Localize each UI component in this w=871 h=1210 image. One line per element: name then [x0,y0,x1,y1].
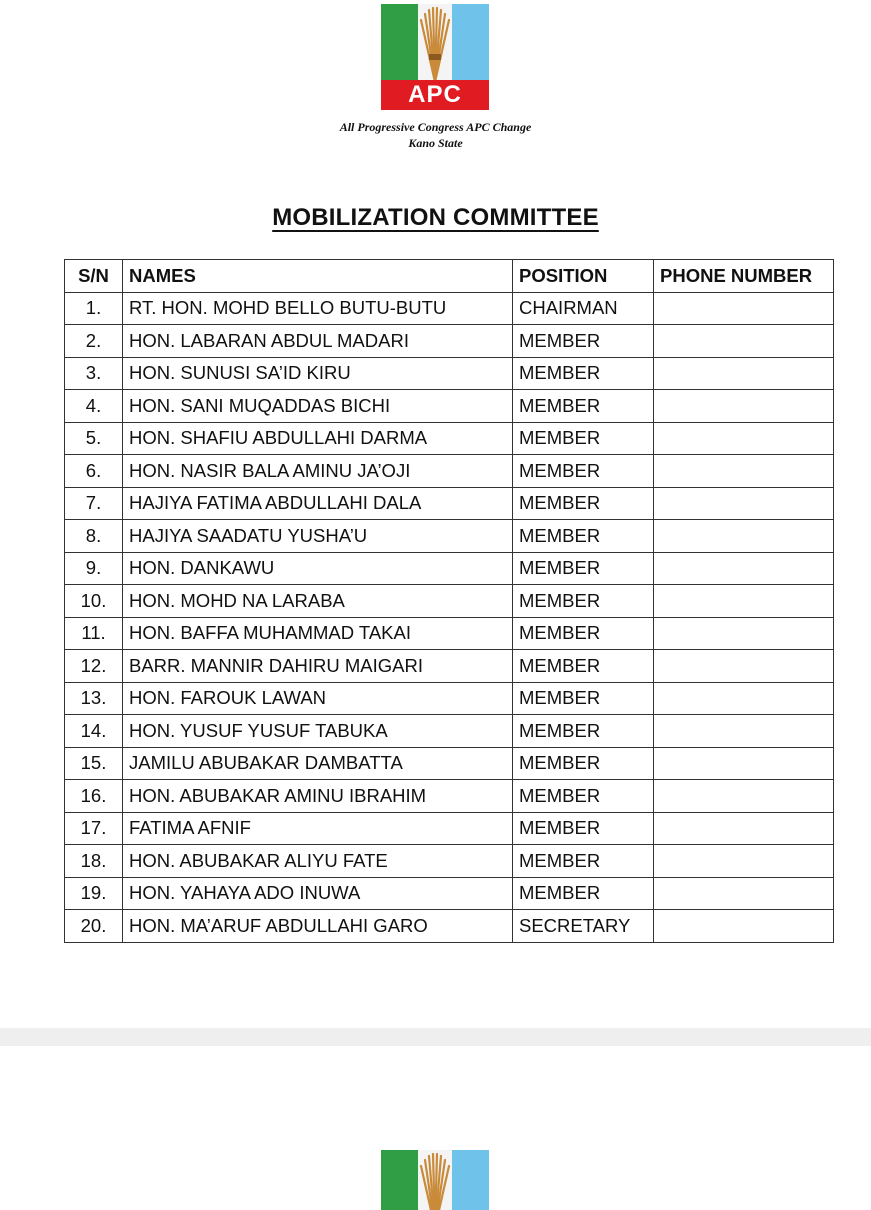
row-sn: 20. [65,910,123,943]
row-phone [654,780,834,813]
table-row [65,585,834,618]
row-name: HON. SUNUSI SA’ID KIRU [123,357,513,390]
row-phone [654,585,834,618]
row-phone [654,617,834,650]
table-row [65,747,834,780]
row-position: MEMBER [513,357,654,390]
row-name: HON. DANKAWU [123,552,513,585]
row-position: MEMBER [513,455,654,488]
row-phone [654,357,834,390]
broom-icon [411,4,459,84]
table-header-row [65,260,834,293]
row-position: MEMBER [513,617,654,650]
row-name: HON. SHAFIU ABDULLAHI DARMA [123,422,513,455]
row-sn: 2. [65,325,123,358]
row-phone [654,455,834,488]
row-position: MEMBER [513,422,654,455]
table-row [65,812,834,845]
row-sn: 14. [65,715,123,748]
row-position: MEMBER [513,325,654,358]
row-sn: 3. [65,357,123,390]
column-header-phone: PHONE NUMBER [654,260,834,293]
row-sn: 6. [65,455,123,488]
row-phone [654,747,834,780]
row-phone [654,650,834,683]
row-sn: 7. [65,487,123,520]
row-position: MEMBER [513,585,654,618]
table-row [65,390,834,423]
row-name: FATIMA AFNIF [123,812,513,845]
row-sn: 12. [65,650,123,683]
table-row [65,650,834,683]
row-position: MEMBER [513,747,654,780]
table-row [65,845,834,878]
row-name: HON. SANI MUQADDAS BICHI [123,390,513,423]
table-row [65,617,834,650]
row-phone [654,487,834,520]
row-position: MEMBER [513,682,654,715]
row-position: MEMBER [513,390,654,423]
row-sn: 13. [65,682,123,715]
apc-logo [381,4,489,106]
row-position: CHAIRMAN [513,292,654,325]
row-phone [654,845,834,878]
state-name: Kano State [408,136,463,150]
row-name: HAJIYA FATIMA ABDULLAHI DALA [123,487,513,520]
table-row [65,910,834,943]
row-name: HON. ABUBAKAR ALIYU FATE [123,845,513,878]
party-name: All Progressive Congress APC Change [339,120,532,134]
row-name: HON. MA’ARUF ABDULLAHI GARO [123,910,513,943]
table-row [65,877,834,910]
table-row [65,422,834,455]
row-sn: 10. [65,585,123,618]
row-position: MEMBER [513,845,654,878]
row-phone [654,422,834,455]
row-sn: 11. [65,617,123,650]
row-sn: 18. [65,845,123,878]
row-name: HON. LABARAN ABDUL MADARI [123,325,513,358]
row-sn: 1. [65,292,123,325]
table-row [65,487,834,520]
logo-red-band [381,80,489,110]
table-row [65,780,834,813]
row-position: MEMBER [513,487,654,520]
row-phone [654,292,834,325]
row-name: BARR. MANNIR DAHIRU MAIGARI [123,650,513,683]
row-name: HON. YUSUF YUSUF TABUKA [123,715,513,748]
row-name: HON. FAROUK LAWAN [123,682,513,715]
row-position: MEMBER [513,812,654,845]
column-header-sn: S/N [65,260,123,293]
row-name: HON. NASIR BALA AMINU JA’OJI [123,455,513,488]
row-sn: 8. [65,520,123,553]
apc-logo-partial [381,1150,489,1210]
row-sn: 9. [65,552,123,585]
row-phone [654,552,834,585]
row-sn: 4. [65,390,123,423]
table-row [65,682,834,715]
row-position: MEMBER [513,520,654,553]
row-phone [654,682,834,715]
row-phone [654,812,834,845]
page-gap [0,1028,871,1046]
row-sn: 19. [65,877,123,910]
logo-text: APC [408,81,462,108]
broom-icon [411,1150,459,1210]
row-phone [654,877,834,910]
table-row [65,357,834,390]
row-name: HON. MOHD NA LARABA [123,585,513,618]
column-header-names: NAMES [123,260,513,293]
row-phone [654,390,834,423]
table-row [65,292,834,325]
page-title: MOBILIZATION COMMITTEE [272,204,599,231]
row-position: MEMBER [513,877,654,910]
row-name: RT. HON. MOHD BELLO BUTU-BUTU [123,292,513,325]
row-sn: 17. [65,812,123,845]
table-row [65,520,834,553]
table-row [65,455,834,488]
next-page [0,1046,871,1200]
row-phone [654,520,834,553]
row-sn: 15. [65,747,123,780]
row-phone [654,910,834,943]
table-row [65,552,834,585]
row-position: SECRETARY [513,910,654,943]
row-phone [654,715,834,748]
column-header-position: POSITION [513,260,654,293]
row-sn: 16. [65,780,123,813]
table-row [65,715,834,748]
row-sn: 5. [65,422,123,455]
row-name: HON. BAFFA MUHAMMAD TAKAI [123,617,513,650]
row-position: MEMBER [513,650,654,683]
row-phone [654,325,834,358]
row-position: MEMBER [513,780,654,813]
row-name: HON. YAHAYA ADO INUWA [123,877,513,910]
row-name: JAMILU ABUBAKAR DAMBATTA [123,747,513,780]
row-name: HON. ABUBAKAR AMINU IBRAHIM [123,780,513,813]
row-name: HAJIYA SAADATU YUSHA’U [123,520,513,553]
row-position: MEMBER [513,552,654,585]
committee-table [64,259,834,943]
table-row [65,325,834,358]
row-position: MEMBER [513,715,654,748]
